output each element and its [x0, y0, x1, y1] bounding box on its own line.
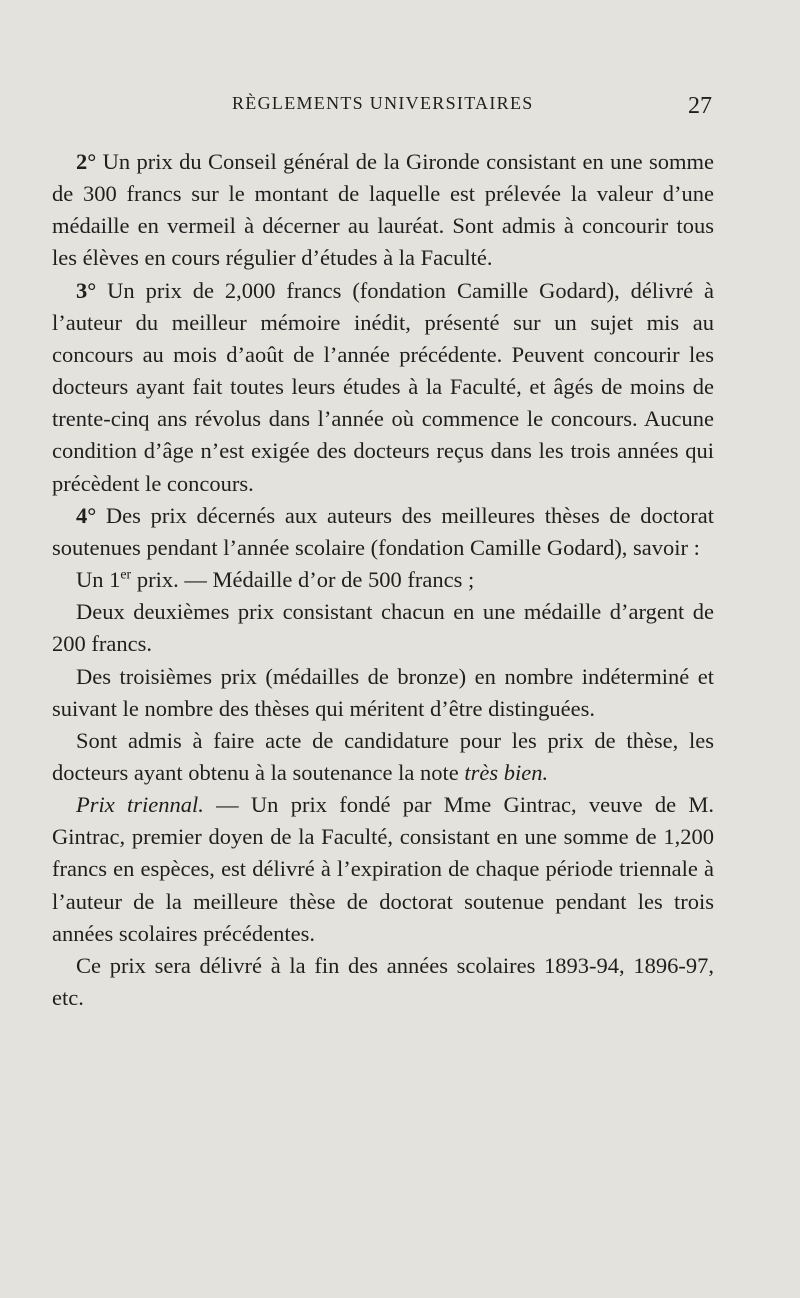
- candidacy-paragraph: [52, 725, 714, 789]
- third-prizes: Des troisièmes prix (médailles de bronze) en nombre indéterminé et suivant le nombre des thèses qui méritent d’être distinguées.: [52, 663, 714, 721]
- item-number: 4°: [76, 502, 97, 528]
- second-prizes: Deux deuxièmes prix consistant chacun en une médaille d’argent de 200 francs.: [52, 599, 714, 657]
- running-header: [52, 93, 712, 123]
- paragraph-text: Des prix décernés aux auteurs des meilleures thèses de doctorat soutenues pendant l’année scolaire (fondation Camille Godard), savoir :: [52, 502, 714, 560]
- prize-text: prix. — Médaille d’or de 500 francs ;: [131, 567, 475, 593]
- paragraph-text: Un prix du Conseil général de la Gironde consistant en une somme de 300 francs sur le montant de laquelle est prélevée la valeur d’une médaille en vermeil à décerner au lauréat. Sont admis à concourir tous les élèves en cours régulier d’études à la Faculté.: [52, 149, 714, 271]
- paragraph-2: [52, 146, 714, 275]
- running-title: RÈGLEMENTS UNIVERSITAIRES: [232, 93, 534, 113]
- note-italic: très bien.: [464, 759, 549, 785]
- triennial-prize-paragraph: [52, 789, 714, 950]
- paragraph-4: [52, 500, 714, 564]
- paragraph-text: Sont admis à faire acte de candidature pour les prix de thèse, les docteurs ayant obtenu à la soutenance la note: [52, 727, 714, 785]
- paragraph-3: [52, 275, 714, 500]
- item-number: 2°: [76, 149, 97, 174]
- prize-prefix: Un 1: [76, 567, 121, 593]
- prize-title: Prix triennal.: [76, 792, 204, 818]
- item-number: 3°: [76, 277, 97, 303]
- paragraph-text: — Un prix fondé par Mme Gintrac, veuve de M. Gintrac, premier doyen de la Faculté, consistant en une somme de 1,200 francs en espèces, est délivré à l’expiration de chaque période triennale à l’auteur de la meilleure thèse de doctorat soutenue pendant les trois années scolaires précédentes.: [52, 792, 714, 946]
- award-years-paragraph: Ce prix sera délivré à la fin des années scolaires 1893-94, 1896-97, etc.: [52, 952, 714, 1011]
- paragraph-text: Un prix de 2,000 francs (fondation Camille Godard), délivré à l’auteur du meilleur mémoire inédit, présenté sur un sujet mis au concours au mois d’août de l’année précédente. Peuvent concourir les docteurs ayant fait toutes leurs études à la Faculté, et âgés de moins de trente-cinq ans révolus dans l’année où commence le concours. Aucune condition d’âge n’est exigée des docteurs reçus dans les trois années qui précèdent le concours.: [52, 277, 714, 496]
- first-prize: [52, 564, 714, 596]
- ordinal-superscript: er: [120, 567, 132, 583]
- page-number: 27: [688, 93, 712, 119]
- body-text: [52, 146, 714, 1014]
